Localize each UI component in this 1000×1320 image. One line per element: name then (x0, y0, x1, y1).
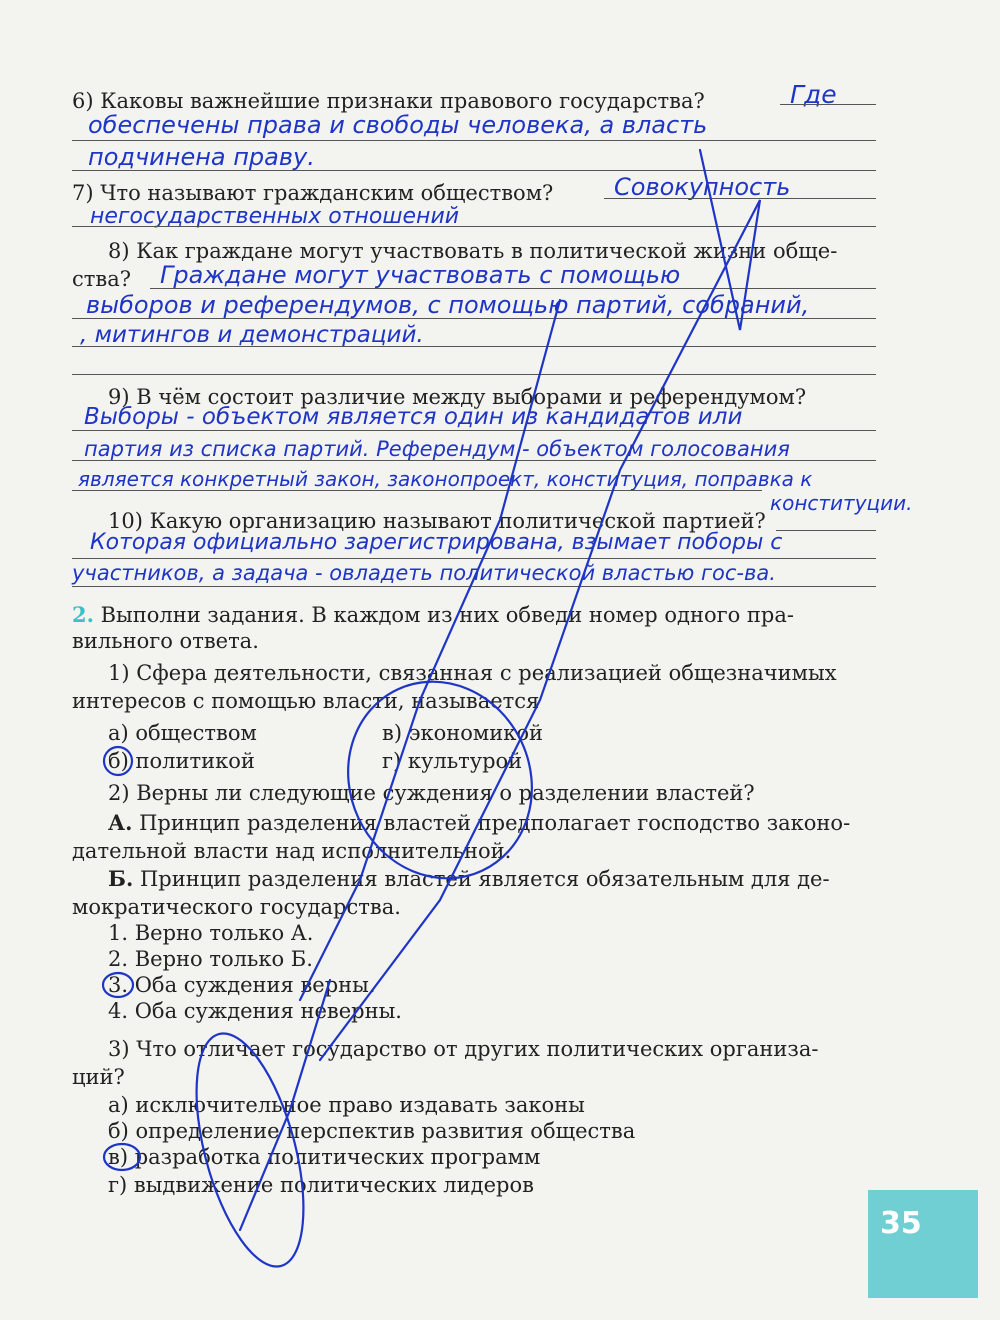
subtask-2-question: 2) Верны ли следующие суждения о разделении властей? (108, 781, 755, 805)
subtask-1-question-line1: 1) Сфера деятельности, связанная с реализацией общезначимых (108, 661, 837, 685)
option-3v[interactable]: в) разработка политических программ (108, 1145, 541, 1169)
option-2-4[interactable]: 4. Оба суждения неверны. (108, 999, 402, 1023)
question-9: 9) В чём состоит различие между выборами и референдумом? (108, 385, 807, 409)
q7-answer-line2: негосударственных отношений (90, 204, 460, 229)
strike-line-2 (300, 300, 560, 1000)
statement-b-line2: мократического государства. (72, 895, 401, 919)
q8-answer-line2: выборов и референдумов, с помощью партий, собраний, (86, 291, 810, 319)
strike-line-3 (240, 980, 330, 1230)
option-2-2[interactable]: 2. Верно только Б. (108, 947, 313, 971)
q9-answer-line3: является конкретный закон, законопроект, конституция, поправка к (78, 467, 813, 491)
q9-answer-line2: партия из списка партий. Референдум - объектом голосования (84, 437, 790, 461)
option-2-3[interactable]: 3. Оба суждения верны. (108, 973, 376, 997)
circle-answer-1b (104, 747, 132, 775)
circle-answer-2-3 (103, 973, 133, 997)
option-3g[interactable]: г) выдвижение политических лидеров (108, 1173, 534, 1197)
statement-a-text: Принцип разделения властей предполагает господство законо- (139, 811, 851, 835)
q6-answer-line2: обеспечены права и свободы человека, а власть (88, 111, 708, 139)
task-number: 2. (72, 602, 94, 627)
q10-answer-line1: Которая официально зарегистрирована, взымает поборы с (90, 530, 783, 555)
q8-answer-line3: , митингов и демонстраций. (80, 322, 424, 348)
q6-answer-line1: Где (790, 80, 837, 109)
option-2-1[interactable]: 1. Верно только А. (108, 921, 314, 945)
task-intro-text: Выполни задания. В каждом из них обведи номер одного пра- (100, 603, 794, 627)
q9-answer-line1: Выборы - объектом является один из кандидатов или (84, 404, 743, 430)
circle-answer-3v (104, 1144, 140, 1170)
statement-b-text: Принцип разделения властей является обязательным для де- (139, 867, 830, 891)
statement-b-label: Б. (108, 866, 134, 891)
option-1v[interactable]: в) экономикой (382, 721, 543, 745)
question-10: 10) Какую организацию называют политической партией? (108, 509, 766, 533)
q7-answer-line1: Совокупность (614, 173, 791, 201)
q8-answer-line1: Граждане могут участвовать с помощью (160, 261, 681, 289)
question-8-line1: 8) Как граждане могут участвовать в политической жизни обще- (108, 239, 838, 263)
option-1g[interactable]: г) культурой (382, 749, 523, 773)
q6-answer-line3: подчинена праву. (88, 143, 315, 171)
q9-answer-line4: конституции. (770, 491, 913, 515)
page-number: 35 (880, 1206, 922, 1241)
option-3b[interactable]: б) определение перспектив развития общества (108, 1119, 636, 1143)
subtask-1-question-line2: интересов с помощью власти, называется (72, 689, 540, 713)
subtask-3-question-line1: 3) Что отличает государство от других политических организа- (108, 1037, 819, 1061)
option-3a[interactable]: а) исключительное право издавать законы (108, 1093, 585, 1117)
task-2-intro-line2: вильного ответа. (72, 629, 259, 653)
scribble-oval-2 (175, 1022, 324, 1277)
statement-a-line2: дательной власти над исполнительной. (72, 839, 512, 863)
option-1a[interactable]: а) обществом (108, 721, 257, 745)
question-6: 6) Каковы важнейшие признаки правового государства? (72, 89, 705, 113)
option-1b[interactable]: б) политикой (108, 749, 255, 773)
question-7: 7) Что называют гражданским обществом? (72, 181, 554, 205)
q10-answer-line2: участников, а задача - овладеть политической властью гос-ва. (72, 561, 776, 585)
statement-a-label: А. (108, 810, 133, 835)
question-8-line2: ства? (72, 267, 131, 291)
scribble-oval-1 (316, 651, 564, 908)
strike-line-1 (320, 150, 760, 1060)
subtask-3-question-line2: ций? (72, 1065, 125, 1089)
